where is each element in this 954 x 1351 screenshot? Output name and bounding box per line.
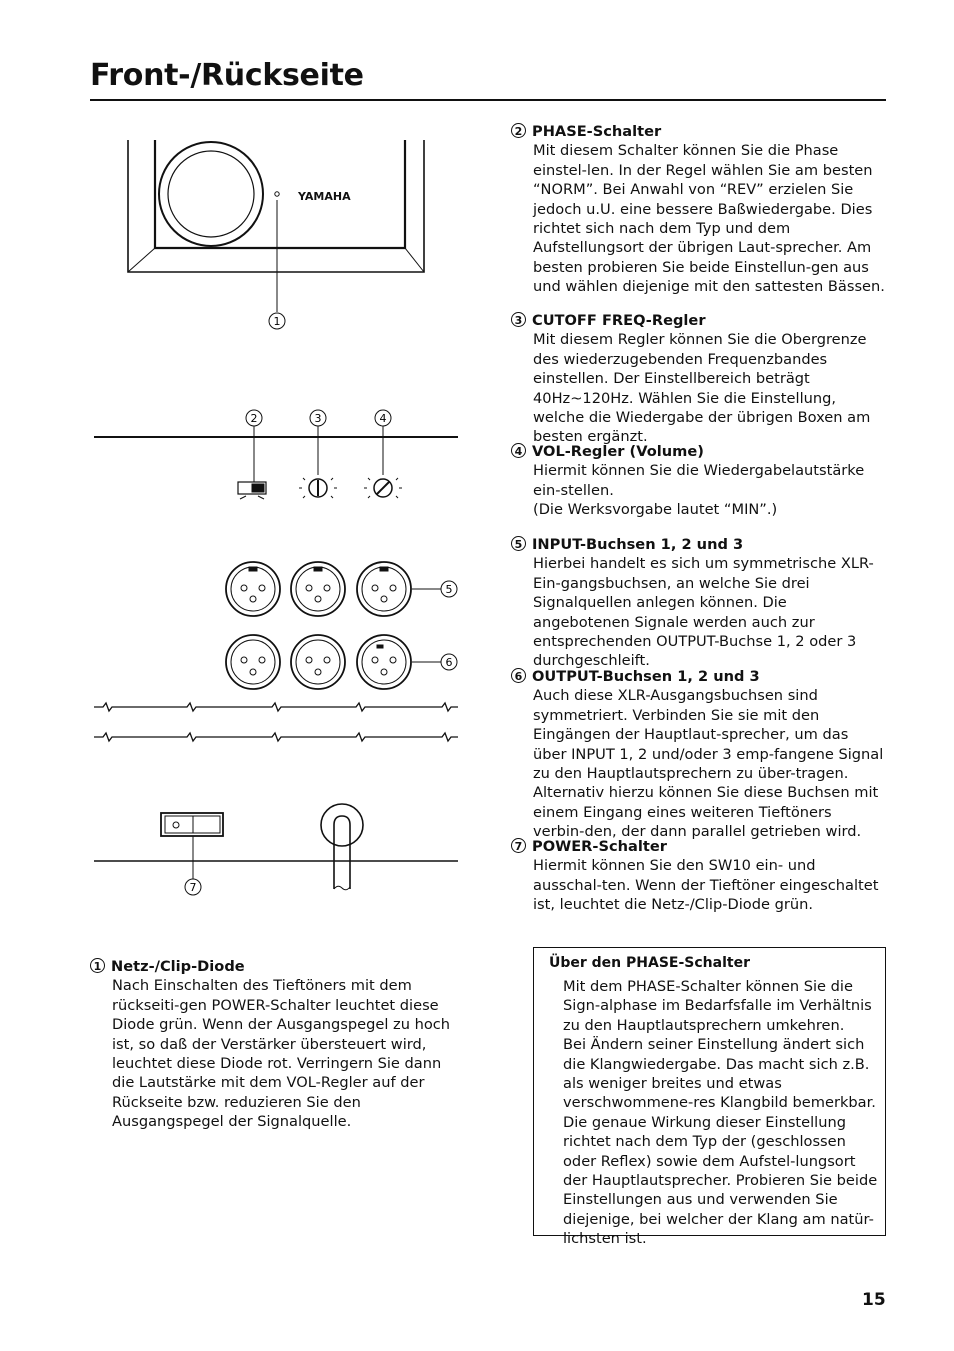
cutoff-freq-knob-icon — [299, 473, 337, 498]
item-number: 2 — [511, 123, 526, 138]
note-heading: Über den PHASE-Schalter — [549, 955, 750, 971]
item-body: Hiermit können Sie den SW10 ein- und ausschal-ten. Wenn der Tieftöner eingeschaltet ist, leuchtet die Netz-/Clip-Diode grün. — [533, 857, 879, 914]
page-title: Front-/Rückseite — [90, 58, 364, 93]
item-heading: OUTPUT-Buchsen 1, 2 und 3 — [532, 668, 760, 685]
item-number: 5 — [511, 536, 526, 551]
item-number: 1 — [90, 958, 105, 973]
phase-note-box — [533, 947, 886, 1248]
item-number: 3 — [511, 312, 526, 327]
item-phase-schalter — [511, 122, 886, 297]
led-indicator-icon — [275, 192, 279, 196]
item-heading: CUTOFF FREQ-Regler — [532, 312, 706, 329]
callout-2 — [246, 410, 262, 482]
svg-text:5: 5 — [445, 583, 453, 596]
item-output-buchsen — [511, 667, 886, 842]
callout-1 — [269, 200, 285, 329]
callout-7 — [185, 836, 201, 895]
callout-5 — [412, 581, 457, 597]
item-heading: VOL-Regler (Volume) — [532, 443, 704, 460]
volume-knob-icon — [364, 473, 402, 498]
power-cable-icon — [321, 804, 363, 890]
item-vol-regler — [511, 442, 886, 520]
item-body: Mit diesem Regler können Sie die Obergrenze des wiederzugebenden Frequenzbandes einstellen. Der Einstellbereich beträgt 40Hz~120Hz. Wählen Sie die Einstellung, welche die Wiedergabe der übrigen Boxen am besten ergänzt. — [533, 331, 871, 446]
item-body: Hierbei handelt es sich um symmetrische XLR-Ein-gangsbuchsen, an welche Sie drei Signalquellen anlegen können. Die angebotenen Signale werden auch zur entsprechenden OUTPUT-Buchse 1, 2 oder 3 durchgeschleift. — [533, 555, 874, 670]
item-body: Nach Einschalten des Tieftöners mit dem rückseiti-gen POWER-Schalter leuchtet diese Diode grün. Wenn der Ausgangspegel zu hoch ist, so daß der Verstärker übersteuert wird, leuchtet diese Diode rot. Verringern Sie dann die Lautstärke mit dem VOL-Regler auf der Rückseite bzw. reduzieren Sie den Ausgangspegel der Signalquelle. — [112, 977, 451, 1131]
item-power-schalter — [511, 837, 886, 915]
input-jacks-drawing — [226, 562, 411, 616]
svg-text:2: 2 — [250, 412, 258, 425]
svg-text:7: 7 — [189, 881, 197, 894]
front-panel-drawing — [128, 140, 424, 272]
power-switch-icon — [161, 813, 223, 836]
svg-text:4: 4 — [379, 412, 387, 425]
item-number: 6 — [511, 668, 526, 683]
panel-break-lines — [94, 703, 458, 741]
item-body: Auch diese XLR-Ausgangsbuchsen sind symmetriert. Verbinden Sie sie mit den Eingängen der Hauptlaut-sprecher, um das über INPUT 1, 2 und/oder 3 emp-fangene Signal zu den Hauptlautsprechern zu über-tragen. Alternativ hierzu können Sie diese Buchsen mit einem Eingang eines weiteren Tieftöners verbin-den, der dann parallel getrieben wird. — [533, 687, 884, 841]
item-body: Mit diesem Schalter können Sie die Phase einstel-len. In der Regel wählen Sie am besten “NORM”. Bei Anwahl von “REV” erzielen Sie jedoch u.U. eine bessere Baßwiedergabe. Dies richtet sich nach dem Typ und dem Aufstellungsort der übrigen Laut-sprecher. Am besten probieren Sie beide Einstellun-gen aus und wählen diejenige mit den sattesten Bässen. — [533, 142, 885, 296]
callout-4 — [375, 410, 391, 474]
svg-text:1: 1 — [273, 315, 281, 328]
phase-switch-icon — [238, 482, 266, 499]
callout-3 — [310, 410, 326, 474]
note-body: Mit dem PHASE-Schalter können Sie die Sign-alphase im Bedarfsfalle im Verhältnis zu den Hauptlautsprechern umkehren. Bei Ändern seiner Einstellung ändert sich die Klangwiedergabe. Das macht sich z.B. als weniger breites und etwas verschwommene-res Klangbild bemerkbar. Die genaue Wirkung dieser Einstellung richtet nach dem Typ der (geschlossen oder Reflex) sowie dem Aufstel-lungsort der Hauptlautsprecher. Probieren Sie beide Einstellungen aus und verwenden Sie diejenige, bei welcher der Klang am natür-lichsten ist. — [563, 978, 878, 1248]
item-heading: Netz-/Clip-Diode — [111, 958, 245, 975]
item-cutoff-freq-regler — [511, 311, 886, 447]
callout-6 — [412, 654, 457, 670]
item-netz-clip-diode — [90, 957, 468, 1132]
page-number: 15 — [862, 1290, 886, 1310]
item-input-buchsen — [511, 535, 886, 671]
brand-logo: YAMAHA — [298, 190, 351, 203]
item-heading: INPUT-Buchsen 1, 2 und 3 — [532, 536, 744, 553]
output-jacks-drawing — [226, 635, 411, 689]
item-body: Hiermit können Sie die Wiedergabelautstärke ein-stellen. (Die Werksvorgabe lautet “MIN”.) — [533, 462, 865, 519]
item-number: 4 — [511, 443, 526, 458]
item-heading: POWER-Schalter — [532, 838, 667, 855]
item-number: 7 — [511, 838, 526, 853]
svg-text:3: 3 — [314, 412, 322, 425]
item-heading: PHASE-Schalter — [532, 123, 662, 140]
svg-text:6: 6 — [445, 656, 453, 669]
